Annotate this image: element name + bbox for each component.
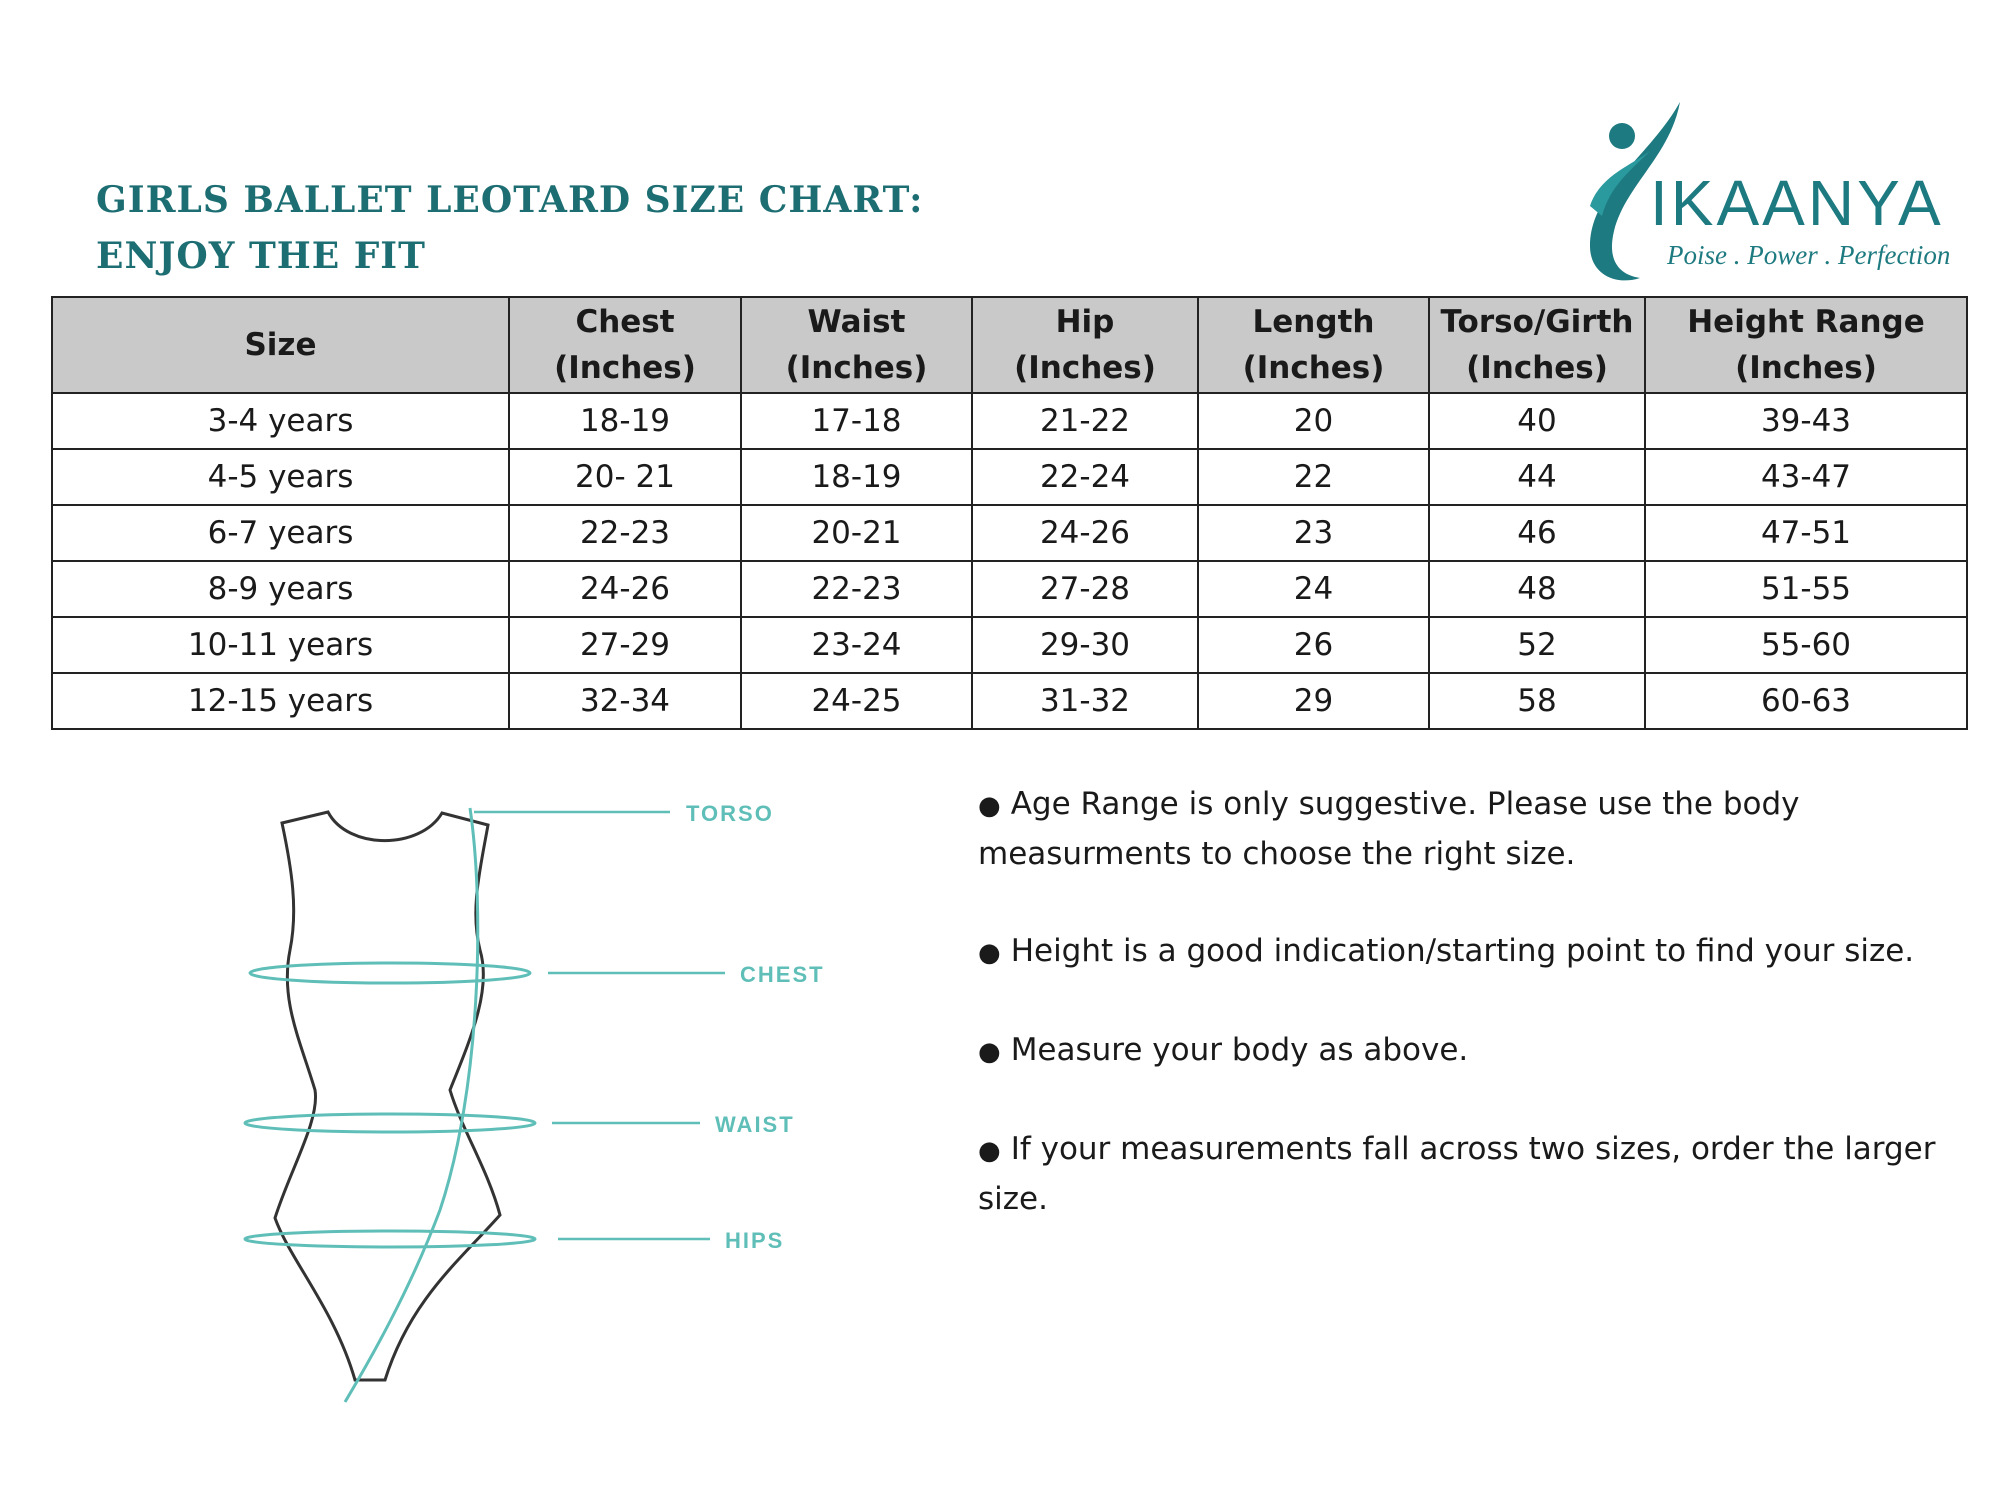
- cell-hip: 29-30: [972, 617, 1198, 673]
- cell-torso-girth: 48: [1429, 561, 1645, 617]
- waist-measure-ring: [245, 1114, 535, 1132]
- bullet-icon: ●: [978, 791, 1001, 821]
- cell-length: 29: [1198, 673, 1429, 729]
- cell-height-range: 47-51: [1645, 505, 1967, 561]
- cell-hip: 24-26: [972, 505, 1198, 561]
- cell-hip: 31-32: [972, 673, 1198, 729]
- header-length: Length (Inches): [1198, 297, 1429, 393]
- cell-height-range: 60-63: [1645, 673, 1967, 729]
- cell-size: 12-15 years: [52, 673, 509, 729]
- cell-size: 4-5 years: [52, 449, 509, 505]
- cell-waist: 17-18: [741, 393, 972, 449]
- cell-torso-girth: 52: [1429, 617, 1645, 673]
- cell-hip: 22-24: [972, 449, 1198, 505]
- label-hips: HIPS: [725, 1228, 785, 1253]
- cell-height-range: 39-43: [1645, 393, 1967, 449]
- table-row: [52, 393, 1967, 449]
- torso-measure-line: [345, 808, 478, 1402]
- cell-chest: 18-19: [509, 393, 741, 449]
- leotard-measurement-diagram: [230, 790, 850, 1410]
- label-torso: TORSO: [686, 801, 774, 826]
- header-height-range: Height Range (Inches): [1645, 297, 1967, 393]
- label-waist: WAIST: [715, 1112, 795, 1137]
- title-line-1: GIRLS BALLET LEOTARD SIZE CHART:: [96, 179, 924, 221]
- chest-measure-ring: [250, 963, 530, 983]
- table-row: [52, 617, 1967, 673]
- cell-length: 22: [1198, 449, 1429, 505]
- cell-chest: 27-29: [509, 617, 741, 673]
- header-waist: Waist (Inches): [741, 297, 972, 393]
- table-row: [52, 673, 1967, 729]
- cell-hip: 27-28: [972, 561, 1198, 617]
- cell-height-range: 55-60: [1645, 617, 1967, 673]
- cell-torso-girth: 46: [1429, 505, 1645, 561]
- cell-height-range: 43-47: [1645, 449, 1967, 505]
- cell-waist: 20-21: [741, 505, 972, 561]
- cell-torso-girth: 58: [1429, 673, 1645, 729]
- table-row: [52, 561, 1967, 617]
- note-item: ● Age Range is only suggestive. Please use the body measurments to choose the right size.: [978, 786, 1800, 872]
- bullet-icon: ●: [978, 1037, 1001, 1067]
- hips-measure-ring: [245, 1231, 535, 1247]
- cell-waist: 18-19: [741, 449, 972, 505]
- table-row: [52, 505, 1967, 561]
- cell-torso-girth: 44: [1429, 449, 1645, 505]
- cell-length: 23: [1198, 505, 1429, 561]
- cell-waist: 23-24: [741, 617, 972, 673]
- cell-height-range: 51-55: [1645, 561, 1967, 617]
- logo-tagline: Poise . Power . Perfection: [1667, 240, 1951, 270]
- cell-hip: 21-22: [972, 393, 1198, 449]
- cell-size: 6-7 years: [52, 505, 509, 561]
- bullet-icon: ●: [978, 938, 1001, 968]
- logo-name: IKAANYA: [1650, 167, 1944, 239]
- header-torso-girth: Torso/Girth (Inches): [1429, 297, 1645, 393]
- cell-chest: 22-23: [509, 505, 741, 561]
- cell-size: 8-9 years: [52, 561, 509, 617]
- note-item: ● Measure your body as above.: [978, 1032, 1469, 1068]
- cell-size: 10-11 years: [52, 617, 509, 673]
- note-item: ● Height is a good indication/starting point to find your size.: [978, 933, 1915, 969]
- size-table: [51, 296, 1968, 730]
- label-chest: CHEST: [740, 962, 825, 987]
- cell-chest: 32-34: [509, 673, 741, 729]
- cell-waist: 24-25: [741, 673, 972, 729]
- cell-chest: 20- 21: [509, 449, 741, 505]
- table-header-row: [52, 297, 1967, 393]
- header-hip: Hip (Inches): [972, 297, 1198, 393]
- title-line-2: ENJOY THE FIT: [96, 235, 426, 277]
- logo-head-icon: [1609, 123, 1635, 149]
- header-chest: Chest (Inches): [509, 297, 741, 393]
- cell-length: 26: [1198, 617, 1429, 673]
- table-row: [52, 449, 1967, 505]
- cell-length: 20: [1198, 393, 1429, 449]
- chart-title: [96, 172, 923, 284]
- cell-waist: 22-23: [741, 561, 972, 617]
- cell-size: 3-4 years: [52, 393, 509, 449]
- bullet-icon: ●: [978, 1136, 1001, 1166]
- note-item: ● If your measurements fall across two sizes, order the larger size.: [978, 1131, 1936, 1217]
- header-size: Size: [52, 297, 509, 393]
- sizing-notes: [978, 780, 1938, 1272]
- cell-chest: 24-26: [509, 561, 741, 617]
- cell-length: 24: [1198, 561, 1429, 617]
- cell-torso-girth: 40: [1429, 393, 1645, 449]
